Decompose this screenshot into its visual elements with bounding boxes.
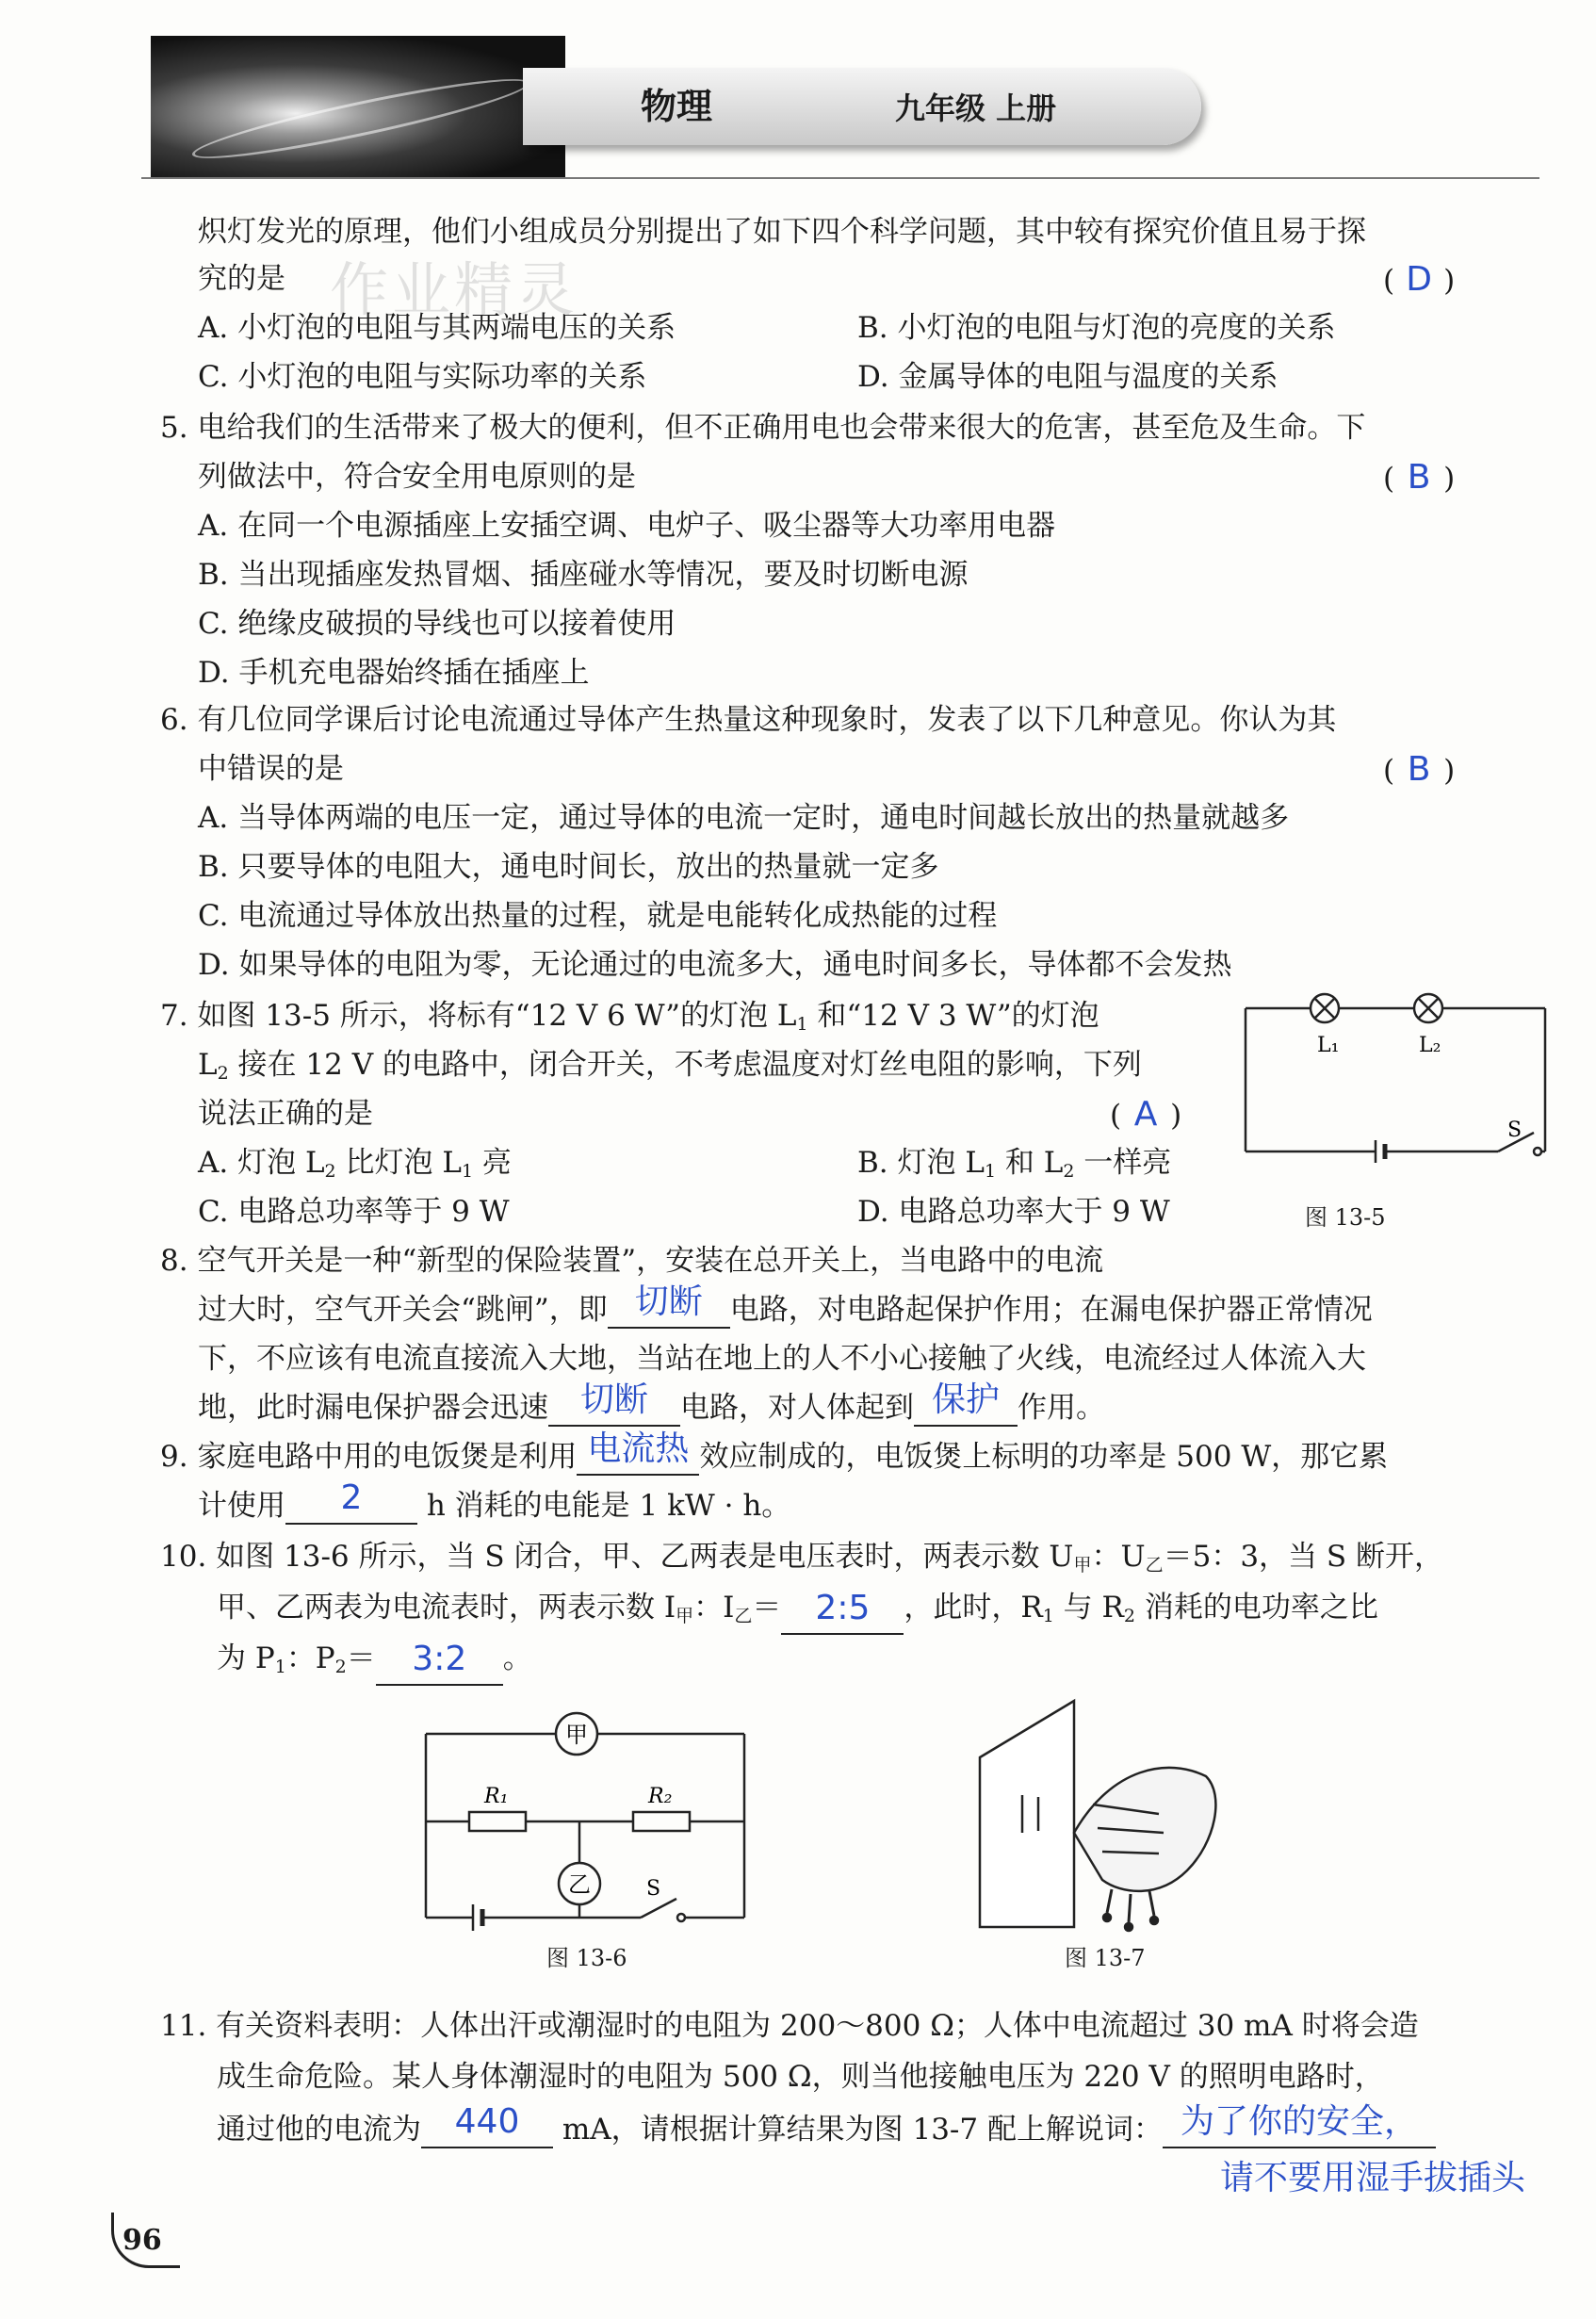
switch-icon xyxy=(641,1899,676,1918)
fig136-label-r2: R₂ xyxy=(648,1785,673,1808)
q9-blank2: 2 xyxy=(340,1478,363,1517)
q6-stem-line2: 中错误的是 xyxy=(198,752,344,786)
q4-stem-line2: 究的是 xyxy=(198,262,285,296)
q10-line2: 甲、乙两表为电流表时，两表示数 $I_甲$：$I_乙=$ 2:5 ，此时，$R_1$ 与 $R_2$ 消耗的电功率之比 xyxy=(217,1589,1378,1635)
fig135-caption: 图 13-5 xyxy=(1305,1204,1386,1231)
q4-option-d: D. 金属导体的电阻与温度的关系 xyxy=(857,360,1278,394)
header-grade: 九年级 上册 xyxy=(895,90,1057,126)
figure-13-7 xyxy=(970,1691,1234,1936)
q10-blank1: 2:5 xyxy=(815,1589,871,1627)
q4-option-a: A. 小灯泡的电阻与其两端电压的关系 xyxy=(198,311,676,345)
fig136-label-jia: 甲 xyxy=(565,1722,588,1748)
q5-answer: B xyxy=(1407,458,1431,497)
header-subject: 物理 xyxy=(641,85,713,127)
q6-option-d: D. 如果导体的电阻为零，无论通过的电流多大，通电时间多长，导体都不会发热 xyxy=(198,948,1232,982)
q8-blank3: 保护 xyxy=(931,1380,1000,1419)
fig135-label-l1: L₁ xyxy=(1317,1034,1340,1057)
q8-blank2: 切断 xyxy=(579,1380,648,1419)
fig136-label-yi: 乙 xyxy=(568,1871,591,1898)
header-divider xyxy=(141,177,1539,179)
q8-line3: 下，不应该有电流直接流入大地，当站在地上的人不小心接触了火线，电流经过人体流入大 xyxy=(198,1342,1366,1376)
q5-stem-line2: 列做法中，符合安全用电原则的是 xyxy=(198,460,636,494)
q6-answer-paren: ( B ) xyxy=(1383,750,1456,789)
water-drops-icon xyxy=(1107,1889,1154,1922)
figure-13-5 xyxy=(1234,989,1555,1216)
resistor-r1-icon xyxy=(469,1812,526,1831)
q11-caption-answer: 为了你的安全， xyxy=(1180,2102,1418,2141)
q5-stem-line1: 5. 电给我们的生活带来了极大的便利，但不正确用电也会带来很大的危害，甚至危及生命。下 xyxy=(160,411,1366,445)
resistor-r2-icon xyxy=(633,1812,690,1831)
q9-line1: 9. 家庭电路中用的电饭煲是利用 电流热 效应制成的，电饭煲上标明的功率是 500 W，那它累 xyxy=(160,1429,1389,1474)
q6-option-a: A. 当导体两端的电压一定，通过导体的电流一定时，通电时间越长放出的热量就越多 xyxy=(198,801,1290,835)
watermark: 作业精灵 xyxy=(330,255,579,324)
fig136-label-s: S xyxy=(646,1877,661,1901)
hand-icon xyxy=(1074,1768,1215,1891)
q7-option-b: B. 灯泡 $L_1$ 和 $L_2$ 一样亮 xyxy=(857,1146,1172,1182)
q10-line3: 为 $P_1$：$P_2=$ 3:2 。 xyxy=(217,1640,532,1686)
wall-panel xyxy=(980,1701,1074,1927)
fig136-label-r1: R₁ xyxy=(484,1785,509,1808)
q4-answer: D xyxy=(1406,260,1432,299)
q7-option-c: C. 电路总功率等于 9 W xyxy=(198,1195,510,1229)
q7-option-a: A. 灯泡 $L_2$ 比灯泡 $L_1$ 亮 xyxy=(198,1146,512,1182)
q11-blank1: 440 xyxy=(454,2102,520,2141)
q5-option-d: D. 手机充电器始终插在插座上 xyxy=(198,656,590,690)
q9-blank1: 电流热 xyxy=(587,1429,690,1468)
q11-line2: 成生命危险。某人身体潮湿时的电阻为 500 Ω，则当他接触电压为 220 V 的照明电路时， xyxy=(217,2060,1384,2094)
q4-option-b: B. 小灯泡的电阻与灯泡的亮度的关系 xyxy=(857,311,1336,345)
fig137-caption: 图 13-7 xyxy=(1065,1945,1146,1971)
q4-stem-line1: 炽灯发光的原理，他们小组成员分别提出了如下四个科学问题，其中较有探究价值且易于探 xyxy=(198,215,1366,249)
q7-answer-paren: ( A ) xyxy=(1110,1095,1182,1134)
page-number: 96 xyxy=(122,2224,162,2257)
q5-option-a: A. 在同一个电源插座上安插空调、电炉子、吸尘器等大功率用电器 xyxy=(198,509,1056,543)
q7-stem-line3: 说法正确的是 xyxy=(198,1097,373,1131)
q7-answer: A xyxy=(1133,1095,1158,1134)
q8-line1: 8. 空气开关是一种“新型的保险装置”，安装在总开关上，当电路中的电流 xyxy=(160,1244,1104,1278)
q6-option-c: C. 电流通过导体放出热量的过程，就是电能转化成热能的过程 xyxy=(198,899,998,933)
q11-line3: 通过他的电流为 440 mA，请根据计算结果为图 13-7 配上解说词： 为了你的安全， xyxy=(217,2111,1436,2148)
q8-blank1: 切断 xyxy=(634,1282,703,1321)
q5-option-b: B. 当出现插座发热冒烟、插座碰水等情况，要及时切断电源 xyxy=(198,558,969,592)
q6-stem-line1: 6. 有几位同学课后讨论电流通过导体产生热量这种现象时，发表了以下几种意见。你认为其 xyxy=(160,703,1337,737)
q10-line1: 10. 如图 13-6 所示，当 S 闭合，甲、乙两表是电压表时，两表示数 $U_甲$：$U_乙=5$：3，当 S 断开， xyxy=(160,1540,1443,1576)
q10-blank2: 3:2 xyxy=(412,1640,467,1678)
q7-option-d: D. 电路总功率大于 9 W xyxy=(857,1195,1170,1229)
q6-option-b: B. 只要导体的电阻大，通电时间长，放出的热量就一定多 xyxy=(198,850,939,884)
header-galaxy-image xyxy=(151,36,565,177)
q5-answer-paren: ( B ) xyxy=(1383,458,1456,497)
q6-answer: B xyxy=(1407,750,1431,789)
q4-option-c: C. 小灯泡的电阻与实际功率的关系 xyxy=(198,360,647,394)
fig135-label-l2: L₂ xyxy=(1419,1034,1441,1057)
header-bar xyxy=(523,68,1201,145)
figure-13-6 xyxy=(415,1710,773,1936)
q11-caption-answer-line2: 请不要用湿手拔插头 xyxy=(1220,2159,1526,2197)
q7-stem-line2: $L_2$ 接在 12 V 的电路中，闭合开关，不考虑温度对灯丝电阻的影响，下列 xyxy=(198,1048,1142,1084)
q11-line1: 11. 有关资料表明：人体出汗或潮湿时的电阻为 200～800 Ω；人体中电流超过 30 mA 时将会造 xyxy=(160,2009,1419,2043)
q5-option-c: C. 绝缘皮破损的导线也可以接着使用 xyxy=(198,607,676,641)
q9-line2: 计使用 2 h 消耗的电能是 1 kW · h。 xyxy=(198,1478,791,1523)
fig136-caption: 图 13-6 xyxy=(546,1945,627,1971)
q4-answer-paren: ( D ) xyxy=(1383,260,1456,299)
q7-stem-line1: 7. 如图 13-5 所示，将标有“12 V 6 W”的灯泡 $L_1$ 和“12 V 3 W”的灯泡 xyxy=(160,999,1099,1035)
q8-line2: 过大时，空气开关会“跳闸”，即 切断 电路，对电路起保护作用；在漏电保护器正常情况 xyxy=(198,1282,1373,1327)
q8-line4: 地，此时漏电保护器会迅速 切断 电路，对人体起到 保护 作用。 xyxy=(198,1380,1105,1425)
fig135-label-s: S xyxy=(1507,1119,1523,1142)
